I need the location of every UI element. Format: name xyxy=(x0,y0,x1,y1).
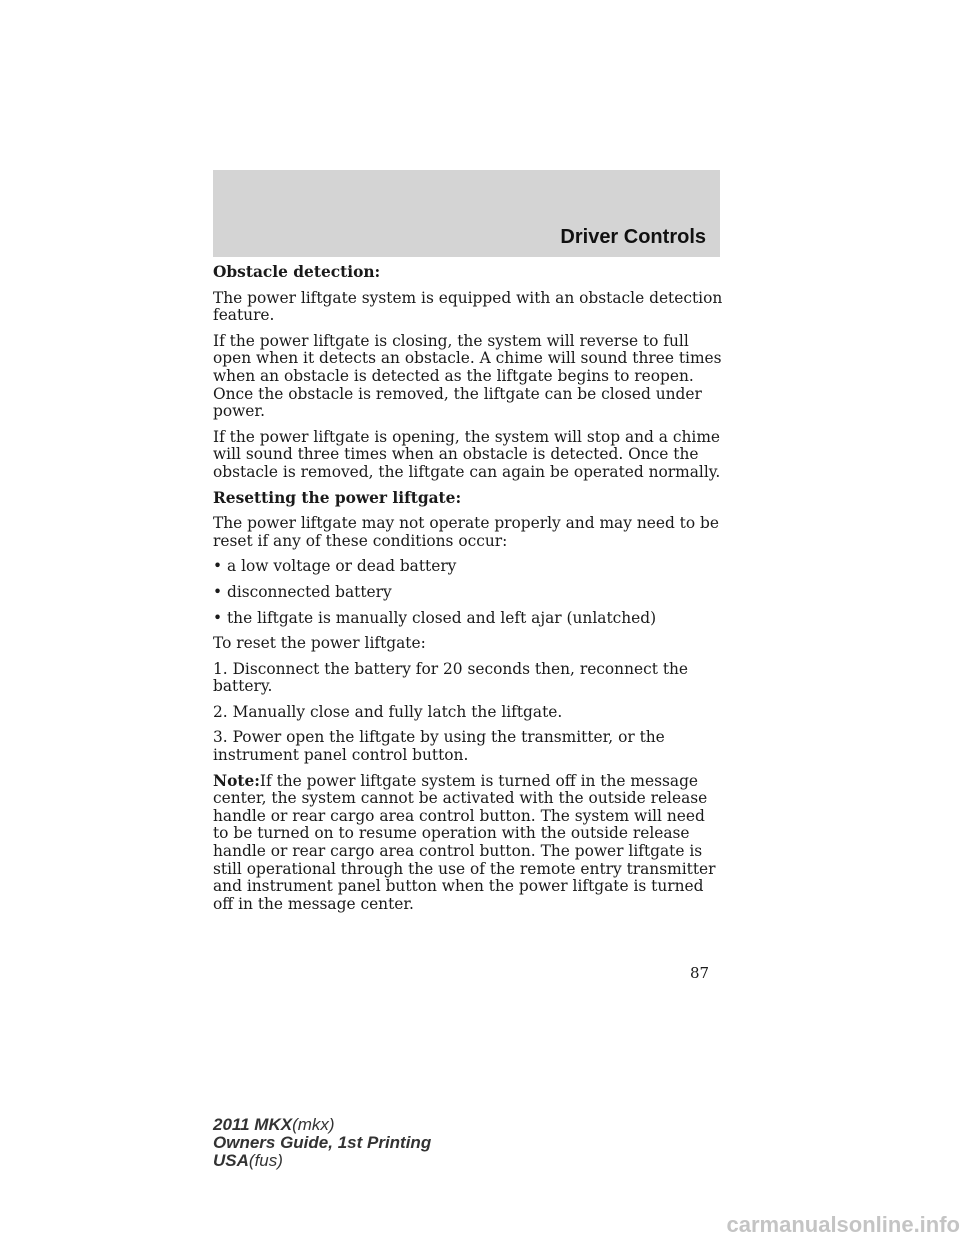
bullet-icon: • xyxy=(213,608,223,627)
list-item xyxy=(213,558,723,576)
paragraph: The power liftgate system is equipped with an obstacle detection feature. xyxy=(213,288,723,325)
resetting-heading: Resetting the power liftgate: xyxy=(213,488,462,507)
footer-region: USA xyxy=(213,1151,249,1170)
paragraph: To reset the power liftgate: xyxy=(213,634,426,653)
paragraph: If the power liftgate is opening, the system will stop and a chime will sound three times when an obstacle is detected. Once the obstacle is removed, the liftgate can again be operated normally. xyxy=(213,427,721,481)
list-item xyxy=(213,610,723,628)
note-text: If the power liftgate system is turned off in the message center, the system cannot be activated with the outside release handle or rear cargo area control button. The system will need to be turned on to resume operation with the outside release handle or rear cargo area control button. The power liftgate is still operational through the use of the remote entry transmitter and instrument panel button when the power liftgate is turned off in the message center. xyxy=(213,771,716,913)
list-item-text: a low voltage or dead battery xyxy=(227,557,457,576)
footer-model: 2011 MKX xyxy=(213,1115,293,1134)
list-item-text: disconnected battery xyxy=(227,582,392,601)
page-number: 87 xyxy=(690,964,710,982)
page-content xyxy=(213,264,723,921)
list-item xyxy=(213,584,723,602)
note-paragraph xyxy=(213,773,723,914)
step-item: 2. Manually close and fully latch the liftgate. xyxy=(213,702,563,721)
step-item: 1. Disconnect the battery for 20 seconds then, reconnect the battery. xyxy=(213,659,689,696)
section-title: Driver Controls xyxy=(560,226,706,248)
print-footer xyxy=(213,1116,431,1170)
bullet-icon: • xyxy=(213,557,223,576)
footer-region-code: (fus) xyxy=(248,1151,283,1170)
paragraph: If the power liftgate is closing, the system will reverse to full open when it detects an obstacle. A chime will sound three times when an obstacle is detected as the liftgate begins to reopen. Once the obstacle is removed, the liftgate can be closed under power. xyxy=(213,331,722,421)
step-item: 3. Power open the liftgate by using the transmitter, or the instrument panel control button. xyxy=(213,728,665,765)
bullet-icon: • xyxy=(213,582,223,601)
list-item-text: the liftgate is manually closed and left ajar (unlatched) xyxy=(227,608,657,627)
footer-line-3 xyxy=(213,1152,431,1170)
footer-line-1 xyxy=(213,1116,431,1134)
note-label: Note: xyxy=(213,771,260,790)
paragraph: The power liftgate may not operate properly and may need to be reset if any of these conditions occur: xyxy=(213,514,719,550)
footer-model-code: (mkx) xyxy=(292,1115,335,1134)
watermark-text: carmanualsonline.info xyxy=(726,1212,960,1237)
obstacle-detection-heading: Obstacle detection: xyxy=(213,263,381,281)
footer-line-2: Owners Guide, 1st Printing xyxy=(213,1133,432,1152)
section-header-band xyxy=(213,170,720,257)
